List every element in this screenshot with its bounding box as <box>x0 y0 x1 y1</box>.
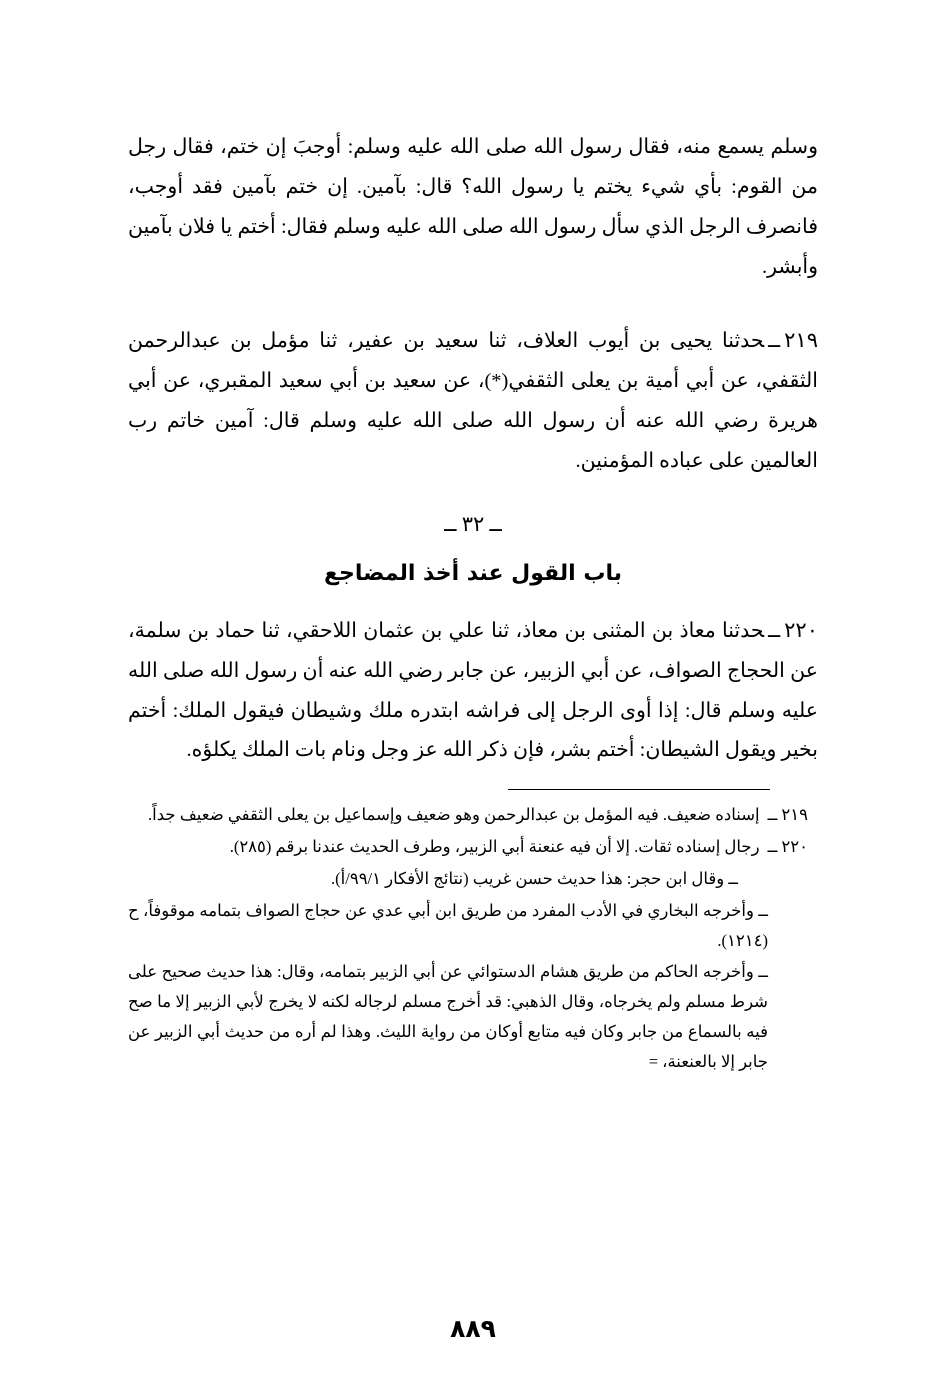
top-paragraph: وسلم يسمع منه، فقال رسول الله صلى الله عليه وسلم: أوجبَ إن ختم، فقال رجل من القوم: بأي شيء يختم يا رسول الله؟ قال: بآمين. إن ختم بآمين فقد أوجب، فانصرف الرجل الذي سأل رسول الله صلى الله عليه وسلم فقال: أختم يا فلان بآمين وأبشر. <box>128 136 818 278</box>
footnote-subnote: ــ وأخرجه البخاري في الأدب المفرد من طريق ابن أبي عدي عن حجاج الصواف بتمامه موقوفاً، ح (١٢١٤). <box>128 900 768 950</box>
footnote-label: ٢١٩ ــ <box>767 805 808 825</box>
hadith-219-text: حدثنا يحيى بن أيوب العلاف، ثنا سعيد بن عفير، ثنا مؤمل بن عبدالرحمن الثقفي، عن أبي أمية بن يعلى الثقفي(*)، عن سعيد بن أبي سعيد المقبري، عن أبي هريرة رضي الله عنه أن رسول الله صلى الله عليه وسلم قال: آمين خاتم رب العالمين على عباده المؤمنين. <box>128 329 818 472</box>
hadith-220-paragraph <box>128 610 818 772</box>
page-body <box>128 128 818 771</box>
footnote-item <box>128 832 808 862</box>
hadith-219-paragraph <box>128 320 818 482</box>
footnote-separator <box>508 789 770 790</box>
hadith-220-text: حدثنا معاذ بن المثنى بن معاذ، ثنا علي بن عثمان اللاحقي، ثنا حماد بن سلمة، عن الحجاج الصواف، عن أبي الزبير، عن جابر رضي الله عنه أن رسول الله صلى الله عليه وسلم قال: إذا أوى الرجل إلى فراشه ابتدره ملك وشيطان فيقول الملك: أختم بخير ويقول الشيطان: أختم بشر، فإن ذكر الله عز وجل ونام بات الملك يكلؤه. <box>128 619 818 762</box>
page-number: ٨٨٩ <box>450 1314 496 1343</box>
footnotes-section <box>128 800 818 1076</box>
footnote-item <box>128 800 808 830</box>
footnote-text: رجال إسناده ثقات. إلا أن فيه عنعنة أبي الزبير، وطرف الحديث عندنا برقم (٢٨٥). <box>229 837 760 857</box>
chapter-title: باب القول عند أخذ المضاجع <box>324 560 622 586</box>
hadith-219-dash: ــ <box>768 329 781 352</box>
footnote-text: إسناده ضعيف. فيه المؤمل بن عبدالرحمن وهو ضعيف وإسماعيل بن يعلى الثقفي ضعيف جداً. <box>148 805 760 825</box>
footnote-subnote: ــ وقال ابن حجر: هذا حديث حسن غريب (نتائج الأفكار ٩٩/١/أ). <box>331 869 738 889</box>
chapter-heading <box>128 504 818 596</box>
footnote-label: ٢٢٠ ــ <box>767 837 808 857</box>
hadith-220-number: ٢٢٠ <box>784 617 818 642</box>
spacer <box>128 294 818 320</box>
hadith-219-number: ٢١٩ <box>784 327 818 352</box>
footnote-subnote: ــ وأخرجه الحاكم من طريق هشام الدستوائي عن أبي الزبير بتمامه، وقال: هذا حديث صحيح على شرط مسلم ولم يخرجاه، وقال الذهبي: قد أخرج مسلم لرجاله لكنه لا يخرج لأبي الزبير إلا ما صح فيه بالسماع من جابر وكان فيه متابع أوكان من رواية الليث. وهذا لم أره من حديث أبي الزبير عن جابر إلا بالعنعنة، = <box>128 961 768 1071</box>
hadith-220-dash: ــ <box>768 619 781 642</box>
chapter-number: ــ ٣٢ ــ <box>444 511 502 536</box>
